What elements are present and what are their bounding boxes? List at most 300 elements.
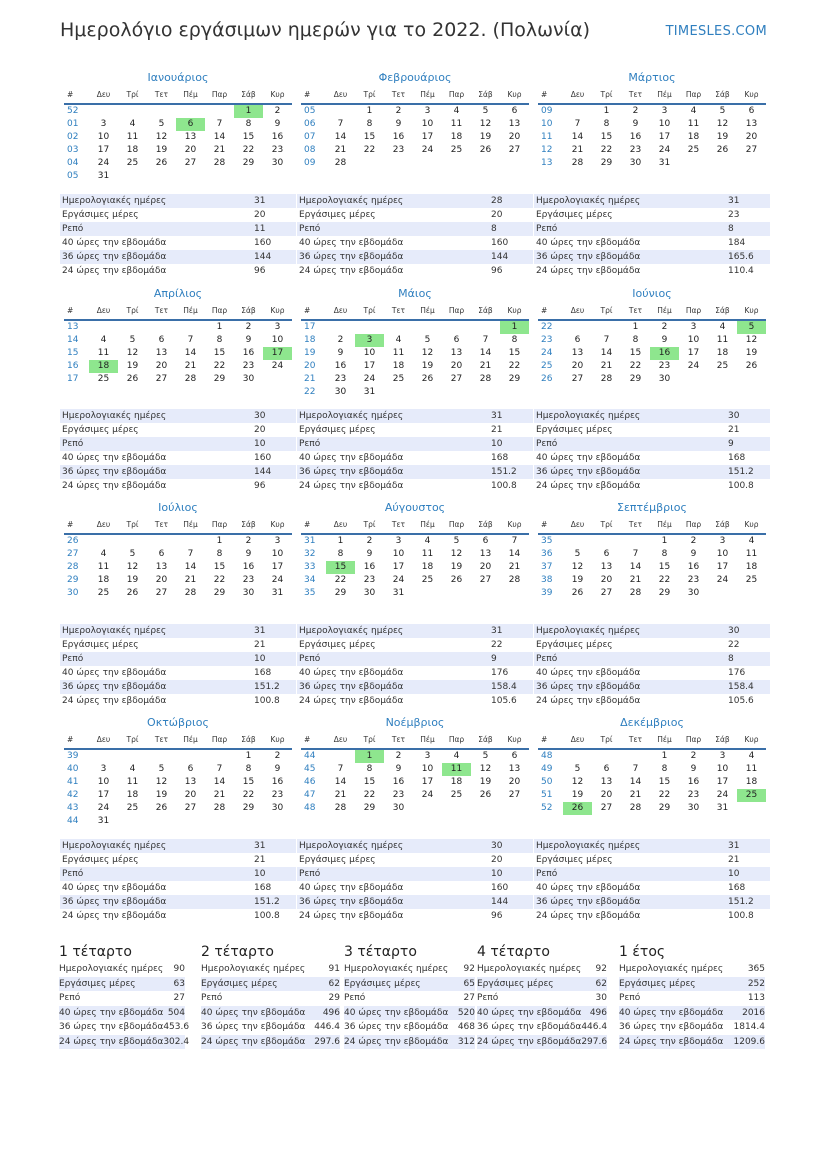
day-cell: 25 [126, 158, 139, 168]
weekday-header: # [301, 86, 326, 104]
week-number: 27 [67, 549, 79, 559]
month-stats [60, 624, 296, 708]
stat-label: 40 ώρες την εβδομάδα [536, 668, 641, 678]
stat-row [297, 409, 533, 423]
week-row [64, 334, 292, 347]
stat-value: 21 [491, 425, 503, 435]
week-number: 44 [67, 816, 79, 826]
weekday-header: Κυρ [737, 86, 766, 104]
quarter-block [477, 943, 607, 1049]
stat-value: 31 [491, 411, 503, 421]
day-cell [471, 386, 500, 399]
stat-row [297, 680, 533, 694]
week-row [301, 749, 529, 763]
quarter-stat-value: 2016 [742, 1007, 765, 1018]
week-row [301, 789, 529, 802]
stat-label: Ημερολογιακές ημέρες [536, 196, 641, 206]
day-cell: 5 [482, 106, 489, 116]
day-cell: 14 [334, 132, 347, 142]
weekday-header: Κυρ [263, 731, 292, 749]
weekday-header: Τετ [147, 731, 176, 749]
stat-value: 9 [728, 439, 734, 449]
quarter-stat-row [344, 1006, 475, 1021]
stat-row [60, 909, 296, 923]
week-number: 22 [304, 387, 316, 397]
quarter-stat-value: 91 [328, 964, 340, 974]
day-cell: 27 [508, 790, 521, 800]
stat-value: 151.2 [728, 897, 754, 907]
week-number: 07 [304, 132, 316, 142]
stat-row [60, 694, 296, 708]
day-cell: 9 [690, 764, 697, 774]
day-cell: 6 [748, 106, 755, 116]
day-cell: 31 [716, 803, 729, 813]
day-cell: 15 [600, 132, 613, 142]
page-title: Ημερολόγιο εργάσιμων ημερών για το 2022. (Πολωνία) [60, 19, 591, 41]
day-cell: 25 [450, 790, 463, 800]
month-calendar [301, 286, 529, 399]
stat-row [534, 208, 770, 222]
day-cell [500, 802, 529, 815]
day-cell [413, 157, 442, 170]
week-number: 43 [67, 803, 79, 813]
weekday-header: Πέμ [413, 516, 442, 534]
month-stats [534, 839, 770, 923]
day-cell: 5 [129, 549, 136, 559]
weekday-header: Παρ [442, 302, 471, 320]
quarter-block [344, 943, 475, 1049]
week-row [64, 157, 292, 170]
stat-row [534, 638, 770, 652]
stat-value: 22 [491, 640, 503, 650]
day-cell: 29 [508, 374, 521, 384]
quarter-stat-value: 62 [328, 978, 340, 989]
weekday-header: Κυρ [737, 516, 766, 534]
day-cell [147, 104, 176, 118]
quarter-stat-row [59, 1035, 190, 1050]
quarter-stat-label: 36 ώρες την εβδομάδα [59, 1022, 164, 1032]
day-cell: 30 [687, 588, 700, 598]
day-cell: 11 [392, 348, 405, 358]
holiday-day: 3 [355, 334, 384, 347]
stat-row [534, 694, 770, 708]
day-cell: 18 [392, 361, 405, 371]
day-cell: 4 [424, 536, 431, 546]
day-cell: 6 [511, 106, 518, 116]
day-cell: 28 [600, 374, 613, 384]
day-cell: 17 [716, 777, 729, 787]
day-cell: 24 [716, 790, 729, 800]
day-cell: 7 [337, 764, 344, 774]
day-cell [89, 749, 118, 763]
week-row [301, 131, 529, 144]
stat-row [60, 680, 296, 694]
weekday-header: # [301, 516, 326, 534]
month-table [301, 731, 529, 815]
day-cell: 27 [571, 374, 584, 384]
stat-row [534, 624, 770, 638]
day-cell: 8 [661, 764, 668, 774]
month-table [64, 302, 292, 386]
day-cell: 15 [658, 562, 671, 572]
day-cell [442, 587, 471, 600]
quarter-stat-row [59, 991, 185, 1006]
week-row [301, 587, 529, 600]
weekday-header: Κυρ [500, 86, 529, 104]
stat-label: Εργάσιμες μέρες [62, 640, 139, 650]
day-cell: 4 [748, 536, 755, 546]
brand-link[interactable]: TIMESLES.COM [665, 24, 767, 39]
week-number: 25 [541, 361, 553, 371]
month-stats [534, 624, 770, 708]
stat-value: 160 [254, 238, 272, 248]
day-cell: 4 [100, 335, 107, 345]
day-cell: 5 [453, 536, 460, 546]
quarter-title: 4 τέταρτο [477, 944, 550, 960]
week-number: 33 [304, 562, 316, 572]
stat-value: 160 [491, 238, 509, 248]
stat-row [297, 208, 533, 222]
stat-value: 30 [728, 626, 740, 636]
quarter-stat-label: 40 ώρες την εβδομάδα [59, 1007, 164, 1018]
month-name: Ιούλιος [158, 501, 198, 514]
quarter-stat-label: Εργάσιμες μέρες [344, 978, 421, 989]
day-cell: 16 [363, 562, 376, 572]
week-row [301, 574, 529, 587]
quarter-stat-value: 27 [173, 993, 185, 1003]
stat-value: 151.2 [728, 467, 754, 477]
stat-value: 10 [491, 439, 503, 449]
day-cell: 28 [213, 803, 226, 813]
day-cell: 17 [687, 348, 700, 358]
stat-row [60, 853, 296, 867]
day-cell: 17 [421, 132, 434, 142]
day-cell: 31 [658, 158, 671, 168]
day-cell: 28 [334, 158, 347, 168]
weekday-header: Πέμ [413, 731, 442, 749]
holiday-day: 16 [650, 347, 679, 360]
month-stats [534, 194, 770, 278]
day-cell [413, 802, 442, 815]
month-calendar [64, 500, 292, 600]
day-cell: 1 [216, 322, 223, 332]
day-cell: 2 [395, 106, 402, 116]
stat-row [297, 839, 533, 853]
day-cell: 27 [600, 803, 613, 813]
day-cell: 16 [629, 132, 642, 142]
week-number: 41 [67, 777, 79, 787]
day-cell: 9 [690, 549, 697, 559]
week-number: 52 [541, 803, 553, 813]
day-cell: 27 [600, 588, 613, 598]
day-cell: 23 [363, 575, 376, 585]
stat-row [534, 451, 770, 465]
week-number: 22 [541, 322, 553, 332]
day-cell: 19 [421, 361, 434, 371]
month-stats [297, 194, 533, 278]
weekday-header: Τετ [384, 86, 413, 104]
day-cell: 19 [479, 777, 492, 787]
day-cell [147, 815, 176, 828]
weekday-header: Πέμ [650, 86, 679, 104]
quarter-stat-value: 297.6 [581, 1036, 608, 1047]
day-cell: 7 [337, 119, 344, 129]
day-cell: 11 [126, 777, 139, 787]
stat-value: 30 [254, 411, 266, 421]
day-cell: 18 [126, 145, 139, 155]
stat-label: Εργάσιμες μέρες [299, 210, 376, 220]
day-cell [442, 386, 471, 399]
day-cell: 5 [158, 119, 165, 129]
month-stats [297, 839, 533, 923]
weekday-header: Σάβ [471, 86, 500, 104]
day-cell: 15 [629, 348, 642, 358]
day-cell: 7 [632, 549, 639, 559]
month-stats [60, 839, 296, 923]
day-cell: 12 [571, 777, 584, 787]
quarter-stat-value: 65 [463, 978, 475, 989]
weekday-header: Σάβ [708, 86, 737, 104]
day-cell: 18 [450, 132, 463, 142]
stat-row [534, 222, 770, 236]
week-number: 19 [304, 348, 316, 358]
stat-label: Εργάσιμες μέρες [299, 640, 376, 650]
weekday-header: Δευ [326, 516, 355, 534]
stat-row [534, 680, 770, 694]
month-calendar [301, 70, 529, 170]
month-calendar [301, 500, 529, 600]
day-cell [471, 802, 500, 815]
stat-label: 40 ώρες την εβδομάδα [62, 883, 167, 893]
month-stats [60, 194, 296, 278]
week-row [538, 749, 766, 763]
quarter-stat-row [201, 1006, 340, 1021]
weekday-header: Τετ [147, 302, 176, 320]
stat-label: 40 ώρες την εβδομάδα [299, 453, 404, 463]
stat-label: 24 ώρες την εβδομάδα [299, 911, 404, 921]
quarter-stat-row [619, 1020, 765, 1035]
day-cell [234, 815, 263, 828]
day-cell [737, 373, 766, 386]
month-table [64, 86, 292, 183]
day-cell: 2 [395, 751, 402, 761]
day-cell: 13 [155, 562, 168, 572]
stat-label: 40 ώρες την εβδομάδα [299, 668, 404, 678]
day-cell: 25 [126, 803, 139, 813]
day-cell: 21 [629, 790, 642, 800]
day-cell: 25 [450, 145, 463, 155]
week-row [538, 320, 766, 334]
stat-row [534, 437, 770, 451]
quarter-stat-label: Εργάσιμες μέρες [201, 978, 278, 989]
day-cell: 4 [395, 335, 402, 345]
stat-value: 20 [254, 210, 266, 220]
stat-value: 20 [491, 210, 503, 220]
stat-value: 20 [254, 425, 266, 435]
stat-label: 40 ώρες την εβδομάδα [62, 453, 167, 463]
stat-value: 31 [491, 626, 503, 636]
stat-value: 8 [728, 224, 734, 234]
week-number: 29 [67, 575, 79, 585]
day-cell: 20 [571, 361, 584, 371]
week-number: 04 [67, 158, 79, 168]
stat-label: 24 ώρες την εβδομάδα [536, 911, 641, 921]
month-calendar [64, 70, 292, 183]
day-cell [384, 386, 413, 399]
day-cell: 28 [184, 374, 197, 384]
stat-label: Ημερολογιακές ημέρες [536, 626, 641, 636]
quarter-stat-value: 29 [328, 993, 340, 1003]
day-cell: 19 [571, 790, 584, 800]
quarter-block [59, 943, 190, 1049]
weekday-header: Τρί [592, 86, 621, 104]
stat-row [534, 479, 770, 493]
day-cell: 9 [245, 335, 252, 345]
stat-row [297, 250, 533, 264]
stat-label: Ημερολογιακές ημέρες [299, 626, 404, 636]
day-cell: 27 [479, 575, 492, 585]
quarter-stat-value: 62 [595, 978, 607, 989]
day-cell: 5 [158, 764, 165, 774]
day-cell: 6 [158, 549, 165, 559]
day-cell: 20 [450, 361, 463, 371]
stat-value: 10 [254, 654, 266, 664]
week-row [301, 561, 529, 574]
day-cell: 11 [687, 119, 700, 129]
week-number: 21 [304, 374, 316, 384]
stat-value: 144 [254, 252, 272, 262]
quarter-stat-value: 496 [589, 1007, 607, 1018]
day-cell: 19 [126, 361, 139, 371]
day-cell: 29 [629, 374, 642, 384]
stat-value: 168 [254, 668, 272, 678]
stat-label: 36 ώρες την εβδομάδα [62, 682, 167, 692]
weekday-header: # [538, 302, 563, 320]
day-cell [500, 386, 529, 399]
quarter-stat-row [619, 1035, 765, 1050]
month-table [538, 302, 766, 386]
week-row [301, 548, 529, 561]
stat-label: Εργάσιμες μέρες [536, 640, 613, 650]
week-row [538, 334, 766, 347]
quarter-stat-value: 520 [457, 1007, 475, 1018]
quarter-stat-label: 24 ώρες την εβδομάδα [619, 1036, 724, 1047]
day-cell: 13 [745, 119, 758, 129]
day-cell: 29 [658, 803, 671, 813]
stat-label: Ημερολογιακές ημέρες [299, 841, 404, 851]
quarter-stat-label: 24 ώρες την εβδομάδα [477, 1036, 582, 1047]
day-cell: 22 [334, 575, 347, 585]
stat-label: 36 ώρες την εβδομάδα [299, 252, 404, 262]
quarter-stat-label: Ημερολογιακές ημέρες [59, 964, 164, 974]
day-cell: 13 [508, 119, 521, 129]
stat-value: 176 [491, 668, 509, 678]
quarter-stat-row [201, 977, 340, 992]
day-cell: 10 [687, 335, 700, 345]
day-cell: 28 [334, 803, 347, 813]
day-cell: 9 [245, 549, 252, 559]
stat-label: Εργάσιμες μέρες [536, 210, 613, 220]
day-cell: 23 [392, 790, 405, 800]
day-cell: 22 [629, 361, 642, 371]
quarter-title: 1 έτος [619, 944, 666, 960]
day-cell: 12 [479, 764, 492, 774]
day-cell: 30 [242, 374, 255, 384]
weekday-header: Τρί [355, 302, 384, 320]
day-cell: 27 [184, 158, 197, 168]
quarter-stat-value: 453.6 [163, 1022, 190, 1032]
weekday-header: Τετ [384, 731, 413, 749]
week-number: 50 [541, 777, 553, 787]
day-cell: 13 [450, 348, 463, 358]
week-number: 35 [304, 588, 316, 598]
day-cell: 4 [100, 549, 107, 559]
day-cell: 16 [271, 777, 284, 787]
month-table [301, 302, 529, 399]
week-number: 13 [67, 322, 79, 332]
day-cell: 11 [97, 348, 110, 358]
month-name: Απρίλιος [153, 287, 203, 300]
stat-label: 36 ώρες την εβδομάδα [62, 252, 167, 262]
stat-row [60, 839, 296, 853]
day-cell: 22 [213, 575, 226, 585]
day-cell: 23 [334, 374, 347, 384]
day-cell: 3 [395, 536, 402, 546]
day-cell: 18 [745, 777, 758, 787]
day-cell [413, 386, 442, 399]
month-calendar [64, 286, 292, 386]
week-number: 26 [67, 536, 79, 546]
stat-row [60, 437, 296, 451]
day-cell: 14 [213, 132, 226, 142]
day-cell: 22 [213, 361, 226, 371]
weekday-header: Παρ [205, 731, 234, 749]
quarter-stat-row [619, 991, 765, 1006]
day-cell: 15 [242, 132, 255, 142]
day-cell: 16 [687, 562, 700, 572]
day-cell: 27 [508, 145, 521, 155]
day-cell: 17 [658, 132, 671, 142]
stat-value: 10 [491, 869, 503, 879]
stat-label: 24 ώρες την εβδομάδα [299, 266, 404, 276]
weekday-header: Σάβ [234, 516, 263, 534]
stat-row [60, 409, 296, 423]
month-name: Σεπτέμβριος [617, 501, 687, 514]
day-cell: 29 [600, 158, 613, 168]
week-number: 17 [304, 322, 316, 332]
day-cell: 28 [629, 588, 642, 598]
week-number: 42 [67, 790, 79, 800]
day-cell: 8 [366, 119, 373, 129]
day-cell [118, 104, 147, 118]
holiday-day: 11 [442, 763, 471, 776]
quarter-stat-row [477, 1006, 607, 1021]
month-stats [297, 409, 533, 493]
day-cell: 12 [450, 549, 463, 559]
stat-value: 176 [728, 668, 746, 678]
stat-label: Εργάσιμες μέρες [62, 855, 139, 865]
day-cell: 30 [687, 803, 700, 813]
week-number: 13 [541, 158, 553, 168]
day-cell: 20 [155, 575, 168, 585]
day-cell: 3 [661, 106, 668, 116]
stat-row [534, 250, 770, 264]
week-number: 45 [304, 764, 316, 774]
day-cell [442, 157, 471, 170]
day-cell: 21 [184, 361, 197, 371]
day-cell: 27 [155, 374, 168, 384]
stat-label: Ρεπό [62, 439, 84, 449]
